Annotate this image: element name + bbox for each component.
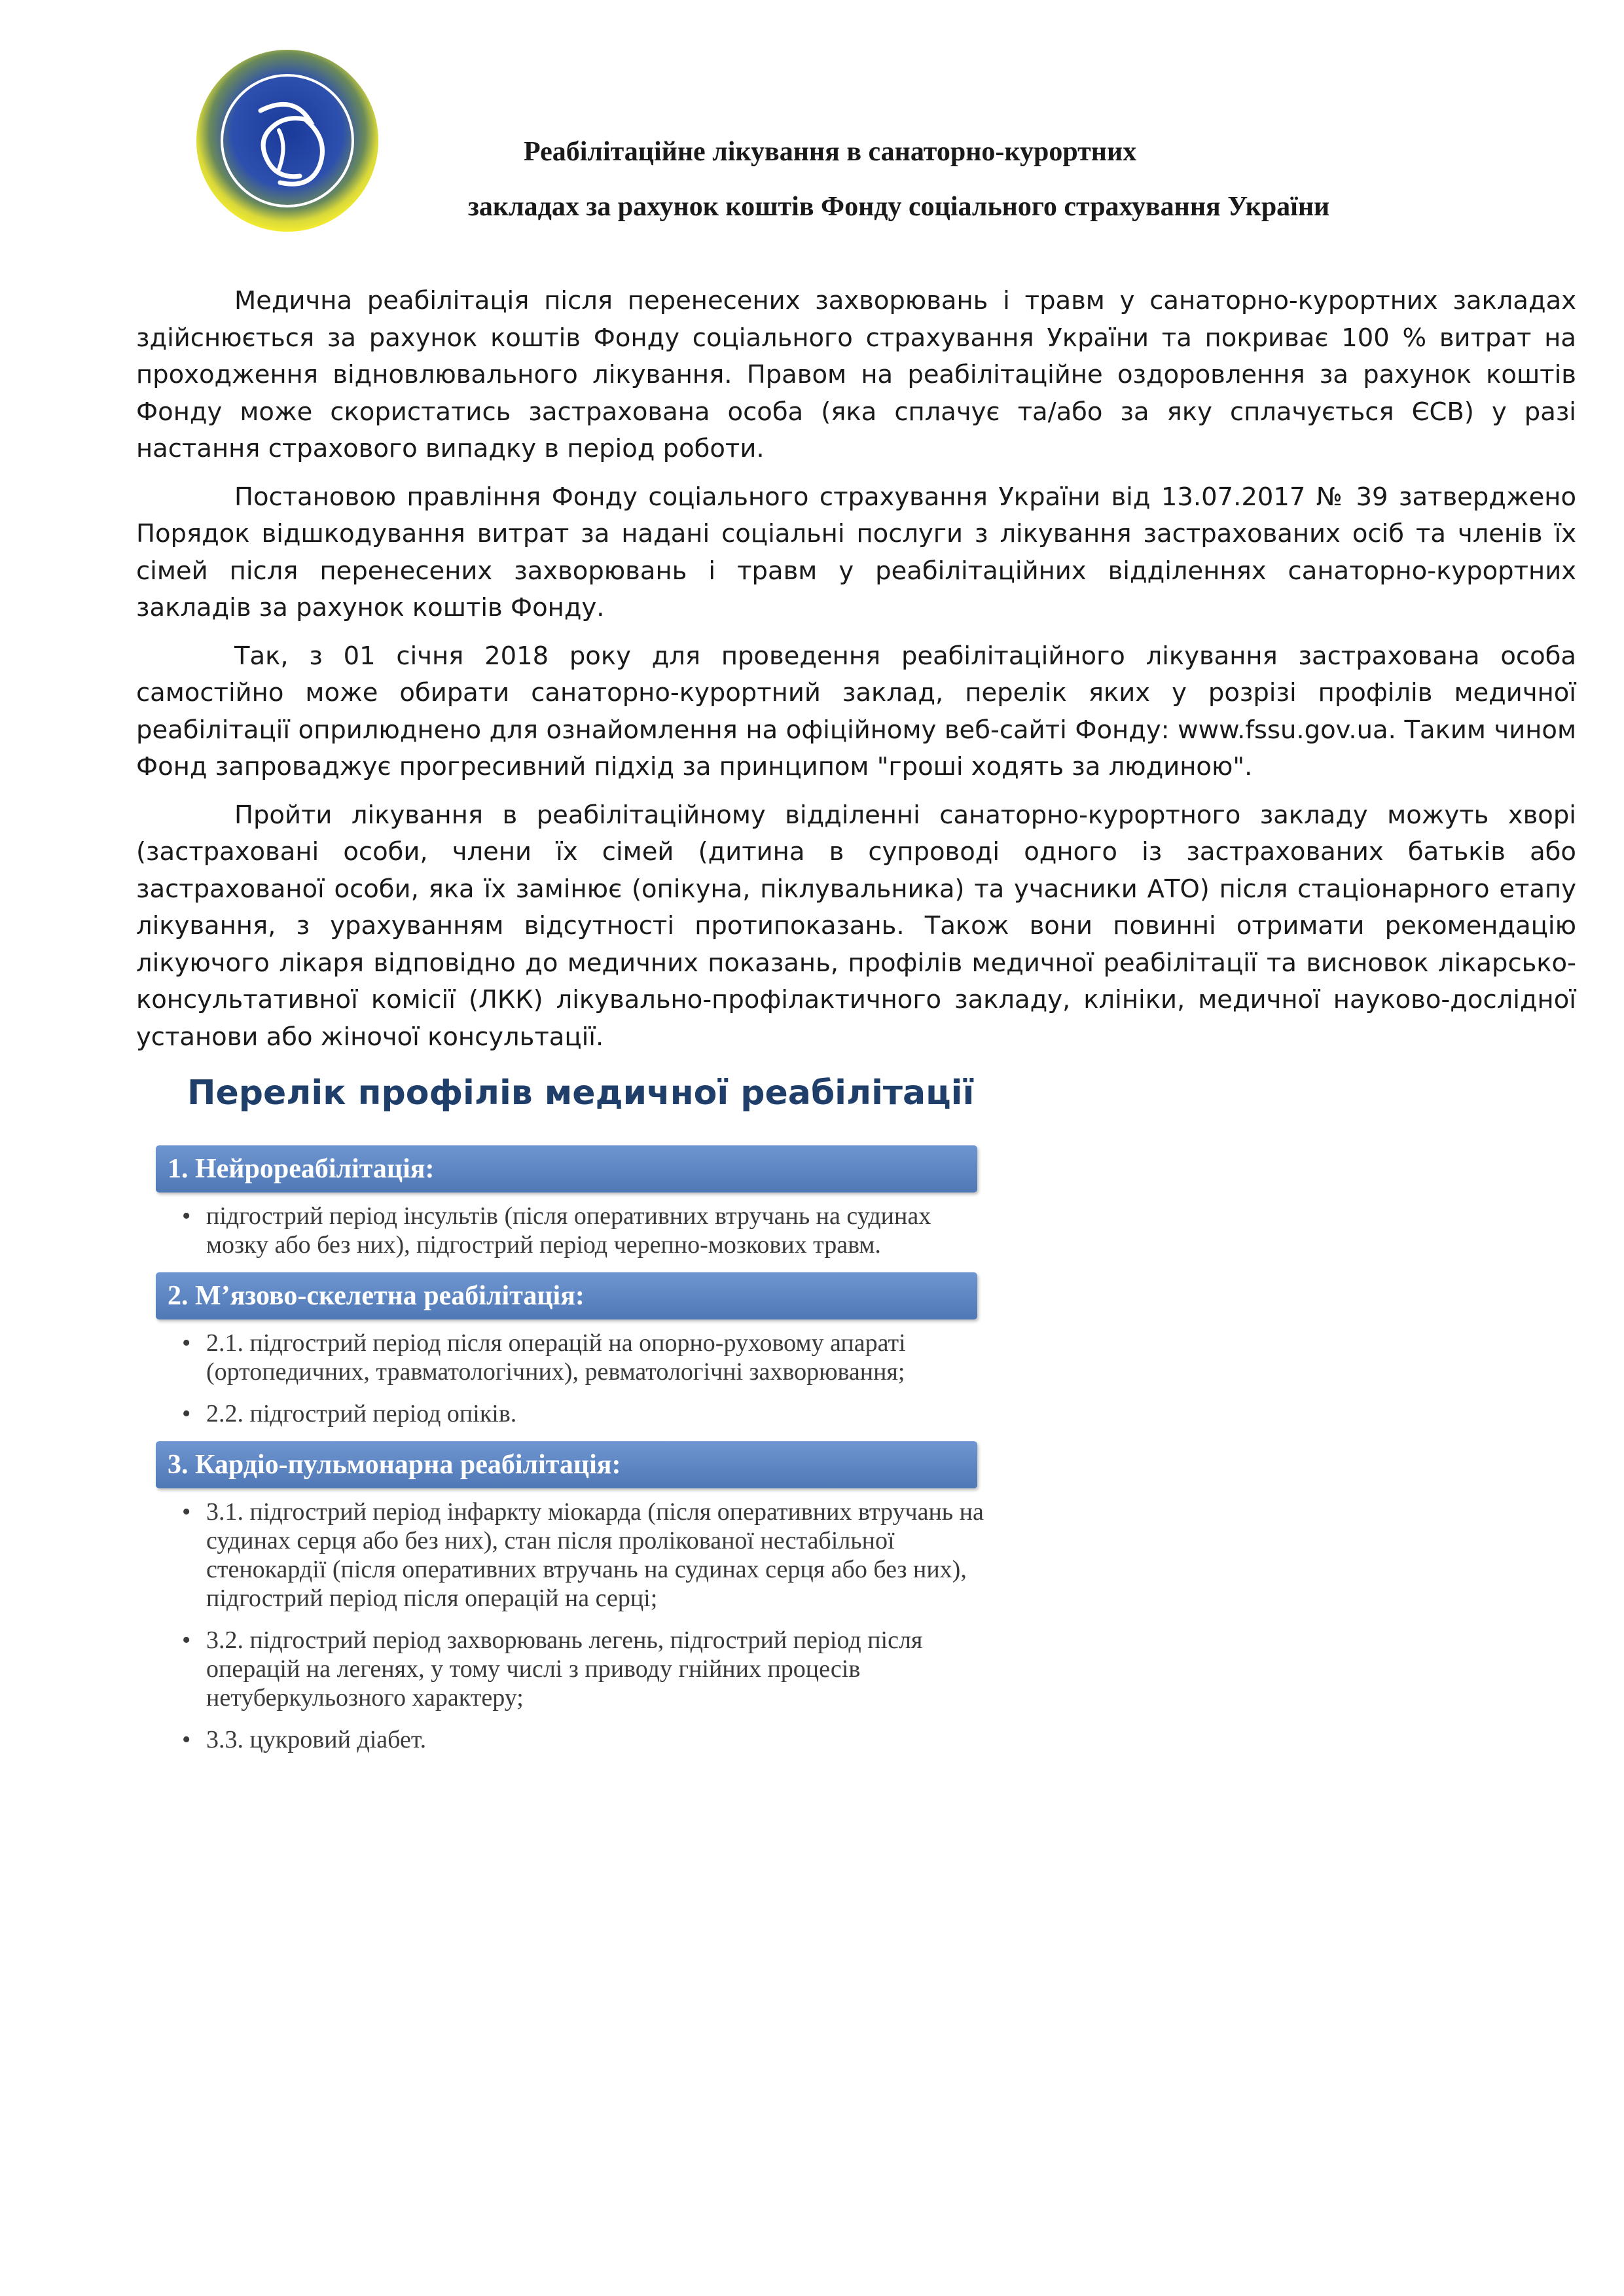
- fssu-logo: [195, 48, 380, 233]
- list-item: • підгострий період інсультів (після оперативних втручань на судинах мозку або без них), підгострий період черепно-мозкових травм.: [182, 1202, 987, 1259]
- section-list-cardio: [156, 1498, 987, 1754]
- paragraph-1: Медична реабілітація після перенесених захворювань і травм у санаторно-курортних закладах здійснюється за рахунок коштів Фонду соціального страхування України та покриває 100 % витрат на проходження відновлювального лікування. Правом на реабілітаційне оздоровлення за рахунок коштів Фонду може скористатись застрахована особа (яка сплачує та/або за яку сплачується ЄСВ) у разі настання страхового випадку в період роботи.: [136, 286, 1576, 463]
- list-item: • 3.3. цукровий діабет.: [182, 1725, 987, 1754]
- document-title: [393, 124, 1571, 234]
- paragraph-3: Так, з 01 січня 2018 року для проведення реабілітаційного лікування застрахована особа самостійно може обирати санаторно-курортний заклад, перелік яких у розрізі профілів медичної реабілітації оприлюднено для ознайомлення на офіційному веб-сайті Фонду: www.fssu.gov.ua. Таким чином Фонд запроваджує прогресивний підхід за принципом "гроші ходять за людиною".: [136, 641, 1576, 781]
- list-item: • 2.2. підгострий період опіків.: [182, 1399, 987, 1428]
- section-list-neuro: [156, 1202, 987, 1259]
- figure-title: Перелік профілів медичної реабілітації: [187, 1073, 975, 1113]
- profiles-figure: [156, 1073, 1007, 1767]
- title-line-1: Реабілітаційне лікування в санаторно-курортних: [524, 137, 1137, 167]
- body-text: [136, 283, 1576, 1067]
- list-item: • 3.2. підгострий період захворювань легень, підгострий період після операцій на легенях, у тому числі з приводу гнійних процесів нетуберкульозного характеру;: [182, 1626, 987, 1712]
- paragraph-2: Постановою правління Фонду соціального страхування України від 13.07.2017 № 39 затверджено Порядок відшкодування витрат за надані соціальні послуги з лікування застрахованих осіб та членів їх сімей після перенесених захворювань і травм у реабілітаційних відділеннях санаторно-курортних закладів за рахунок коштів Фонду.: [136, 482, 1576, 622]
- list-item: • 3.1. підгострий період інфаркту міокарда (після оперативних втручань на судинах серця або без них), стан після пролікованої нестабільної стенокардії (після оперативних втручань на судинах серця або без них), підгострий період після операцій на серці;: [182, 1498, 987, 1613]
- section-heading-cardio: 3. Кардіо-пульмонарна реабілітація:: [156, 1441, 977, 1488]
- section-list-musculoskeletal: [156, 1329, 987, 1428]
- list-item: • 2.1. підгострий період після операцій на опорно-руховому апараті (ортопедичних, травматологічних), ревматологічні захворювання;: [182, 1329, 987, 1386]
- section-heading-musculoskeletal: 2. М’язово-скелетна реабілітація:: [156, 1272, 977, 1319]
- section-heading-neuro: 1. Нейрореабілітація:: [156, 1145, 977, 1193]
- paragraph-4: Пройти лікування в реабілітаційному відділенні санаторно-курортного закладу можуть хворі (застраховані особи, члени їх сімей (дитина в супроводі одного із застрахованих батьків або застрахованої особи, яка їх замінює (опікуна, піклувальника) та учасники АТО) після стаціонарного етапу лікування, з урахуванням відсутності протипоказань. Також вони повинні отримати рекомендацію лікуючого лікаря відповідно до медичних показань, профілів медичної реабілітації та висновок лікарсько-консультативної комісії (ЛКК) лікувально-профілактичного закладу, клініки, медичної науково-дослідної установи або жіночої консультації.: [136, 800, 1576, 1052]
- title-line-2: закладах за рахунок коштів Фонду соціального страхування України: [468, 192, 1330, 222]
